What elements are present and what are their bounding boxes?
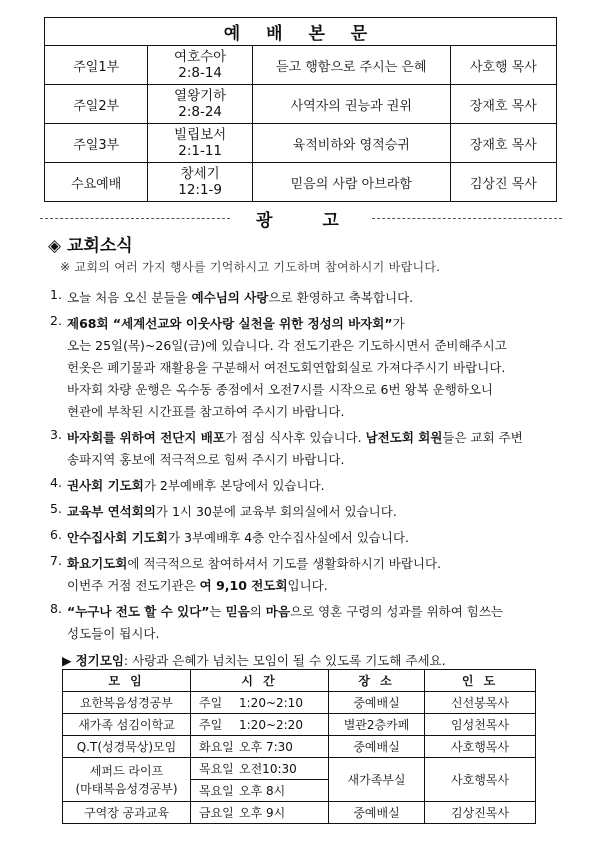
- news-item: [50, 601, 560, 645]
- meeting-name: 구역장 공과교육: [63, 802, 191, 824]
- meeting-day: 목요일: [191, 780, 238, 802]
- table-row: [63, 802, 536, 824]
- news-text-line: 안수집사회 기도회가 3부예배후 4층 안수집사실에서 있습니다.: [67, 530, 410, 545]
- header-cell: 모 임: [63, 670, 191, 692]
- divider-right: [372, 218, 562, 219]
- news-text-line: 이번주 거점 전도기관은 여 9,10 전도회입니다.: [67, 578, 328, 593]
- meeting-place: 중예배실: [329, 692, 425, 714]
- news-number: 3.: [50, 427, 62, 442]
- meeting-leader: 사호행목사: [425, 758, 536, 802]
- news-item: [50, 313, 560, 423]
- meeting-time: 오후 8시: [237, 780, 329, 802]
- scripture: 빌립보서 2:1-11: [148, 124, 253, 163]
- worship-table: [44, 17, 557, 202]
- table-row: [63, 758, 536, 780]
- meeting-time: 1:20~2:20: [237, 714, 329, 736]
- news-item: [50, 475, 560, 497]
- news-text-line: “누구나 전도 할 수 있다”는 믿음의 마음으로 영혼 구령의 성과를 위하여 힘쓰는: [67, 604, 504, 619]
- news-number: 7.: [50, 553, 62, 568]
- section-note: ※ 교회의 여러 가지 행사를 기억하시고 기도하며 참여하시기 바랍니다.: [60, 260, 441, 274]
- news-text-line: 송파지역 홍보에 적극적으로 힘써 주시기 바랍니다.: [67, 452, 345, 467]
- meeting-day: 주일: [191, 714, 238, 736]
- worship-row: [45, 163, 557, 202]
- meeting-name: 요한복음성경공부: [63, 692, 191, 714]
- news-text-line: 오는 25일(목)~26일(금)에 있습니다. 각 전도기관은 기도하시면서 준비해주시고: [67, 338, 507, 353]
- news-text-line: 권사회 기도회가 2부예배후 본당에서 있습니다.: [67, 478, 325, 493]
- news-text-line: 바자회 차량 운행은 옥수동 종점에서 오전7시를 시작으로 6번 왕복 운행하오니: [67, 382, 493, 397]
- worship-row: [45, 46, 557, 85]
- header-cell: 장 소: [329, 670, 425, 692]
- meeting-place: 새가족부실: [329, 758, 425, 802]
- news-item: [50, 527, 560, 549]
- meeting-place: 중예배실: [329, 802, 425, 824]
- meeting-time: 오전10:30: [237, 758, 329, 780]
- meeting-day: 목요일: [191, 758, 238, 780]
- meeting-leader: 김상진목사: [425, 802, 536, 824]
- meetings-intro-text: : 사랑과 은혜가 넘치는 모임이 될 수 있도록 기도해 주세요.: [123, 653, 446, 668]
- announcement-title: 광 고: [256, 211, 361, 231]
- news-item: [50, 427, 560, 471]
- news-item: [50, 553, 560, 597]
- meeting-time: 오후 9시: [237, 802, 329, 824]
- sermon-title: 믿음의 사람 아브라함: [252, 163, 450, 202]
- meeting-place: 별관2층카페: [329, 714, 425, 736]
- preacher: 사호행 목사: [450, 46, 556, 85]
- sermon-title: 사역자의 권능과 권위: [252, 85, 450, 124]
- scripture: 창세기 12:1-9: [148, 163, 253, 202]
- worship-row: [45, 124, 557, 163]
- news-number: 5.: [50, 501, 62, 516]
- meeting-name: 새가족 섬김이학교: [63, 714, 191, 736]
- news-text-line: 헌옷은 폐기물과 재활용을 구분해서 여전도회연합회실로 가져다주시기 바랍니다.: [67, 360, 506, 375]
- service-name: 수요예배: [45, 163, 148, 202]
- scripture: 여호수아 2:8-14: [148, 46, 253, 85]
- meeting-place: 중예배실: [329, 736, 425, 758]
- news-text-line: 성도들이 됩시다.: [67, 626, 160, 641]
- triangle-icon: ▶: [62, 653, 72, 668]
- service-name: 주일1부: [45, 46, 148, 85]
- news-number: 6.: [50, 527, 62, 542]
- news-text-line: 현관에 부착된 시간표를 참고하여 주시기 바랍니다.: [67, 404, 345, 419]
- news-number: 8.: [50, 601, 62, 616]
- meeting-leader: 임성천목사: [425, 714, 536, 736]
- preacher: 장재호 목사: [450, 85, 556, 124]
- table-row: [63, 692, 536, 714]
- meeting-name: 세퍼드 라이프 (마태복음성경공부): [63, 758, 191, 802]
- meetings-table: [62, 669, 536, 824]
- meeting-leader: 사호행목사: [425, 736, 536, 758]
- meeting-day: 화요일: [191, 736, 238, 758]
- worship-title: 예 배 본 문: [45, 18, 557, 46]
- news-number: 2.: [50, 313, 62, 328]
- header-cell: 인 도: [425, 670, 536, 692]
- news-text-line: 바자회를 위하여 전단지 배포가 점심 식사후 있습니다. 남전도회 회원들은 교회 주변: [67, 430, 523, 445]
- preacher: 김상진 목사: [450, 163, 556, 202]
- news-text-line: 제68회 “세계선교와 이웃사랑 실천을 위한 정성의 바자회”가: [67, 316, 405, 331]
- section-title-text: 교회소식: [67, 236, 133, 256]
- news-number: 4.: [50, 475, 62, 490]
- diamond-icon: ◈: [48, 236, 62, 256]
- news-list: [50, 287, 560, 649]
- divider-left: [40, 218, 230, 219]
- news-item: [50, 501, 560, 523]
- news-number: 1.: [50, 287, 62, 302]
- news-text-line: 교육부 연석회의가 1시 30분에 교육부 회의실에서 있습니다.: [67, 504, 397, 519]
- meeting-day: 금요일: [191, 802, 238, 824]
- meeting-time: 1:20~2:10: [237, 692, 329, 714]
- worship-row: [45, 85, 557, 124]
- news-text-line: 오늘 처음 오신 분들을 예수님의 사랑으로 환영하고 축복합니다.: [67, 290, 414, 305]
- scripture: 열왕기하 2:8-24: [148, 85, 253, 124]
- table-row: [63, 736, 536, 758]
- news-text-line: 화요기도회에 적극적으로 참여하셔서 기도를 생활화하시기 바랍니다.: [67, 556, 442, 571]
- meeting-name: Q.T(성경묵상)모임: [63, 736, 191, 758]
- section-title: [48, 231, 133, 256]
- meetings-label: 정기모임: [75, 653, 124, 668]
- meeting-day: 주일: [191, 692, 238, 714]
- meeting-leader: 신선봉목사: [425, 692, 536, 714]
- service-name: 주일2부: [45, 85, 148, 124]
- header-cell: 시 간: [191, 670, 329, 692]
- news-item: [50, 287, 560, 309]
- table-row: [63, 714, 536, 736]
- preacher: 장재호 목사: [450, 124, 556, 163]
- meetings-intro: [62, 651, 446, 669]
- service-name: 주일3부: [45, 124, 148, 163]
- sermon-title: 육적비하와 영적승귀: [252, 124, 450, 163]
- meeting-time: 오후 7:30: [237, 736, 329, 758]
- sermon-title: 듣고 행함으로 주시는 은혜: [252, 46, 450, 85]
